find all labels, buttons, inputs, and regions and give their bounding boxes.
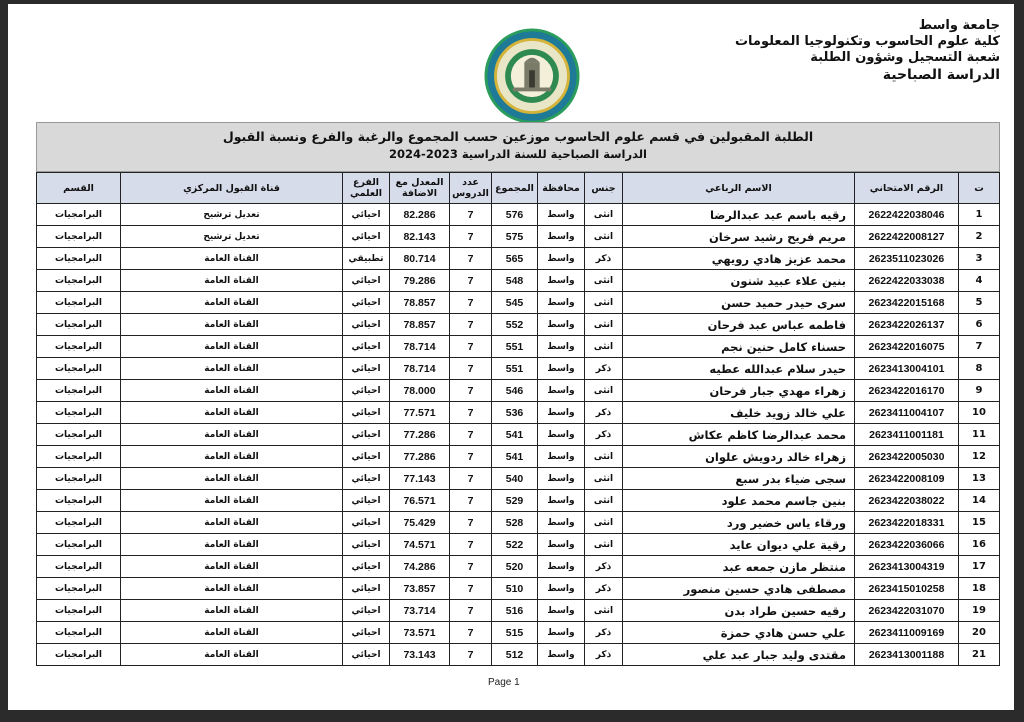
table-row xyxy=(37,534,1000,556)
exam-number-cell: 2623413004101 xyxy=(855,358,959,380)
average-cell: 78.714 xyxy=(390,336,450,358)
exam-number-cell: 2623422036066 xyxy=(855,534,959,556)
exam-number-cell: 2623422031070 xyxy=(855,600,959,622)
province-cell: واسط xyxy=(538,358,585,380)
lesson-count-cell: 7 xyxy=(450,336,492,358)
university-name: جامعة واسط xyxy=(918,18,1000,33)
province-cell: واسط xyxy=(538,204,585,226)
department-cell: البرامجيات xyxy=(37,424,121,446)
admission-channel-cell: القناة العامة xyxy=(121,380,343,402)
total-score-cell: 522 xyxy=(492,534,538,556)
student-name-cell: منتظر مازن جمعه عبد xyxy=(623,556,855,578)
department-cell: البرامجيات xyxy=(37,380,121,402)
table-row xyxy=(37,512,1000,534)
gender-cell: ذكر xyxy=(585,644,623,666)
department-cell: البرامجيات xyxy=(37,248,121,270)
total-score-cell: 512 xyxy=(492,644,538,666)
list-title xyxy=(36,122,1000,172)
total-score-cell: 510 xyxy=(492,578,538,600)
branch-cell: احيائي xyxy=(343,292,390,314)
unit-name: شعبة التسجيل وشؤون الطلبة xyxy=(810,50,1000,65)
gender-cell: انثى xyxy=(585,600,623,622)
lesson-count-cell: 7 xyxy=(450,314,492,336)
average-cell: 77.143 xyxy=(390,468,450,490)
row-number-cell: 1 xyxy=(959,204,1000,226)
lesson-count-cell: 7 xyxy=(450,292,492,314)
department-cell: البرامجيات xyxy=(37,358,121,380)
table-row xyxy=(37,336,1000,358)
province-cell: واسط xyxy=(538,424,585,446)
student-name-cell: رقيه حسين طراد بدن xyxy=(623,600,855,622)
admission-channel-cell: القناة العامة xyxy=(121,424,343,446)
branch-cell: تطبيقي xyxy=(343,248,390,270)
header-average: المعدل مع الاضافة xyxy=(390,173,450,204)
document-page xyxy=(8,4,1014,710)
average-cell: 74.571 xyxy=(390,534,450,556)
department-cell: البرامجيات xyxy=(37,336,121,358)
department-cell: البرامجيات xyxy=(37,226,121,248)
student-name-cell: محمد عبدالرضا كاظم عكاش xyxy=(623,424,855,446)
table-row xyxy=(37,622,1000,644)
province-cell: واسط xyxy=(538,556,585,578)
table-row xyxy=(37,292,1000,314)
lesson-count-cell: 7 xyxy=(450,644,492,666)
average-cell: 80.714 xyxy=(390,248,450,270)
row-number-cell: 2 xyxy=(959,226,1000,248)
average-cell: 73.571 xyxy=(390,622,450,644)
exam-number-cell: 2623413004319 xyxy=(855,556,959,578)
exam-number-cell: 2623422016170 xyxy=(855,380,959,402)
gender-cell: انثى xyxy=(585,314,623,336)
total-score-cell: 541 xyxy=(492,424,538,446)
header-province: محافظة xyxy=(538,173,585,204)
row-number-cell: 12 xyxy=(959,446,1000,468)
total-score-cell: 515 xyxy=(492,622,538,644)
student-name-cell: فاطمه عباس عبد فرحان xyxy=(623,314,855,336)
branch-cell: احيائي xyxy=(343,534,390,556)
table-row xyxy=(37,358,1000,380)
student-name-cell: بنين علاء عبيد شنون xyxy=(623,270,855,292)
table-row xyxy=(37,248,1000,270)
province-cell: واسط xyxy=(538,512,585,534)
gender-cell: انثى xyxy=(585,292,623,314)
total-score-cell: 528 xyxy=(492,512,538,534)
header-lessons: عدد الدروس xyxy=(450,173,492,204)
average-cell: 73.714 xyxy=(390,600,450,622)
university-logo xyxy=(484,28,580,124)
province-cell: واسط xyxy=(538,622,585,644)
row-number-cell: 14 xyxy=(959,490,1000,512)
department-cell: البرامجيات xyxy=(37,468,121,490)
table-row xyxy=(37,600,1000,622)
province-cell: واسط xyxy=(538,336,585,358)
row-number-cell: 19 xyxy=(959,600,1000,622)
total-score-cell: 548 xyxy=(492,270,538,292)
province-cell: واسط xyxy=(538,644,585,666)
branch-cell: احيائي xyxy=(343,512,390,534)
province-cell: واسط xyxy=(538,402,585,424)
branch-cell: احيائي xyxy=(343,490,390,512)
total-score-cell: 545 xyxy=(492,292,538,314)
exam-number-cell: 2623422026137 xyxy=(855,314,959,336)
lesson-count-cell: 7 xyxy=(450,424,492,446)
institution-header xyxy=(735,18,1000,83)
province-cell: واسط xyxy=(538,380,585,402)
lesson-count-cell: 7 xyxy=(450,556,492,578)
average-cell: 73.143 xyxy=(390,644,450,666)
table-row xyxy=(37,314,1000,336)
row-number-cell: 10 xyxy=(959,402,1000,424)
lesson-count-cell: 7 xyxy=(450,622,492,644)
table-row xyxy=(37,556,1000,578)
exam-number-cell: 2623411004107 xyxy=(855,402,959,424)
admission-channel-cell: القناة العامة xyxy=(121,622,343,644)
total-score-cell: 552 xyxy=(492,314,538,336)
admission-channel-cell: تعديل ترشيح xyxy=(121,226,343,248)
department-cell: البرامجيات xyxy=(37,534,121,556)
row-number-cell: 21 xyxy=(959,644,1000,666)
student-name-cell: مقتدى وليد جبار عبد علي xyxy=(623,644,855,666)
row-number-cell: 16 xyxy=(959,534,1000,556)
average-cell: 75.429 xyxy=(390,512,450,534)
gender-cell: ذكر xyxy=(585,578,623,600)
gender-cell: ذكر xyxy=(585,556,623,578)
student-name-cell: حيدر سلام عبدالله عطيه xyxy=(623,358,855,380)
branch-cell: احيائي xyxy=(343,622,390,644)
row-number-cell: 4 xyxy=(959,270,1000,292)
department-cell: البرامجيات xyxy=(37,578,121,600)
department-cell: البرامجيات xyxy=(37,314,121,336)
student-name-cell: زهراء خالد ردويش علوان xyxy=(623,446,855,468)
department-cell: البرامجيات xyxy=(37,600,121,622)
department-cell: البرامجيات xyxy=(37,490,121,512)
exam-number-cell: 2622422033038 xyxy=(855,270,959,292)
header-branch: الفرع العلمي xyxy=(343,173,390,204)
gender-cell: انثى xyxy=(585,270,623,292)
student-name-cell: مريم فريح رشيد سرخان xyxy=(623,226,855,248)
row-number-cell: 9 xyxy=(959,380,1000,402)
lesson-count-cell: 7 xyxy=(450,380,492,402)
table-row xyxy=(37,380,1000,402)
average-cell: 77.571 xyxy=(390,402,450,424)
department-cell: البرامجيات xyxy=(37,556,121,578)
student-name-cell: حسناء كامل حنين نجم xyxy=(623,336,855,358)
admission-channel-cell: القناة العامة xyxy=(121,314,343,336)
student-name-cell: ورقاء ياس خضير ورد xyxy=(623,512,855,534)
total-score-cell: 551 xyxy=(492,358,538,380)
department-cell: البرامجيات xyxy=(37,204,121,226)
total-score-cell: 546 xyxy=(492,380,538,402)
gender-cell: ذكر xyxy=(585,248,623,270)
average-cell: 77.286 xyxy=(390,446,450,468)
average-cell: 82.286 xyxy=(390,204,450,226)
province-cell: واسط xyxy=(538,292,585,314)
lesson-count-cell: 7 xyxy=(450,358,492,380)
lesson-count-cell: 7 xyxy=(450,534,492,556)
table-row xyxy=(37,468,1000,490)
total-score-cell: 541 xyxy=(492,446,538,468)
student-name-cell: رقية علي ديوان عايد xyxy=(623,534,855,556)
department-cell: البرامجيات xyxy=(37,512,121,534)
branch-cell: احيائي xyxy=(343,314,390,336)
average-cell: 76.571 xyxy=(390,490,450,512)
average-cell: 79.286 xyxy=(390,270,450,292)
row-number-cell: 8 xyxy=(959,358,1000,380)
student-name-cell: علي حسن هادي حمزة xyxy=(623,622,855,644)
admission-channel-cell: القناة العامة xyxy=(121,600,343,622)
total-score-cell: 551 xyxy=(492,336,538,358)
lesson-count-cell: 7 xyxy=(450,512,492,534)
study-type: الدراسة الصباحية xyxy=(882,67,1000,83)
row-number-cell: 17 xyxy=(959,556,1000,578)
table-row xyxy=(37,644,1000,666)
lesson-count-cell: 7 xyxy=(450,468,492,490)
exam-number-cell: 2623422016075 xyxy=(855,336,959,358)
branch-cell: احيائي xyxy=(343,468,390,490)
student-name-cell: رقيه باسم عبد عبدالرضا xyxy=(623,204,855,226)
gender-cell: انثى xyxy=(585,446,623,468)
row-number-cell: 3 xyxy=(959,248,1000,270)
gender-cell: ذكر xyxy=(585,424,623,446)
admission-channel-cell: القناة العامة xyxy=(121,556,343,578)
exam-number-cell: 2623422015168 xyxy=(855,292,959,314)
header-total: المجموع xyxy=(492,173,538,204)
department-cell: البرامجيات xyxy=(37,292,121,314)
row-number-cell: 11 xyxy=(959,424,1000,446)
province-cell: واسط xyxy=(538,314,585,336)
header-name: الاسم الرباعي xyxy=(623,173,855,204)
college-name: كلية علوم الحاسوب وتكنولوجيا المعلومات xyxy=(734,34,1000,49)
province-cell: واسط xyxy=(538,490,585,512)
header-gender: جنس xyxy=(585,173,623,204)
exam-number-cell: 2623413001188 xyxy=(855,644,959,666)
gender-cell: ذكر xyxy=(585,622,623,644)
student-name-cell: علي خالد زويد خليف xyxy=(623,402,855,424)
admission-channel-cell: القناة العامة xyxy=(121,358,343,380)
province-cell: واسط xyxy=(538,226,585,248)
title-line-2: الدراسة الصباحية للسنة الدراسية 2023-2024 xyxy=(389,147,647,161)
admission-channel-cell: القناة العامة xyxy=(121,446,343,468)
gender-cell: انثى xyxy=(585,380,623,402)
total-score-cell: 565 xyxy=(492,248,538,270)
department-cell: البرامجيات xyxy=(37,644,121,666)
gender-cell: انثى xyxy=(585,468,623,490)
average-cell: 82.143 xyxy=(390,226,450,248)
branch-cell: احيائي xyxy=(343,358,390,380)
branch-cell: احيائي xyxy=(343,600,390,622)
header-exam-no: الرقم الامتحاني xyxy=(855,173,959,204)
average-cell: 78.857 xyxy=(390,292,450,314)
row-number-cell: 15 xyxy=(959,512,1000,534)
branch-cell: احيائي xyxy=(343,336,390,358)
average-cell: 77.286 xyxy=(390,424,450,446)
table-row xyxy=(37,424,1000,446)
admission-channel-cell: القناة العامة xyxy=(121,468,343,490)
gender-cell: انثى xyxy=(585,226,623,248)
student-name-cell: مصطفى هادي حسين منصور xyxy=(623,578,855,600)
row-number-cell: 13 xyxy=(959,468,1000,490)
branch-cell: احيائي xyxy=(343,424,390,446)
row-number-cell: 20 xyxy=(959,622,1000,644)
lesson-count-cell: 7 xyxy=(450,490,492,512)
branch-cell: احيائي xyxy=(343,644,390,666)
header-channel: قناة القبول المركزي xyxy=(121,173,343,204)
row-number-cell: 7 xyxy=(959,336,1000,358)
exam-number-cell: 2623422038022 xyxy=(855,490,959,512)
branch-cell: احيائي xyxy=(343,402,390,424)
exam-number-cell: 2623422018331 xyxy=(855,512,959,534)
gender-cell: انثى xyxy=(585,336,623,358)
lesson-count-cell: 7 xyxy=(450,226,492,248)
branch-cell: احيائي xyxy=(343,446,390,468)
admission-channel-cell: القناة العامة xyxy=(121,292,343,314)
exam-number-cell: 2622422038046 xyxy=(855,204,959,226)
exam-number-cell: 2623422005030 xyxy=(855,446,959,468)
branch-cell: احيائي xyxy=(343,380,390,402)
exam-number-cell: 2623415010258 xyxy=(855,578,959,600)
table-row xyxy=(37,226,1000,248)
branch-cell: احيائي xyxy=(343,204,390,226)
province-cell: واسط xyxy=(538,248,585,270)
department-cell: البرامجيات xyxy=(37,270,121,292)
total-score-cell: 540 xyxy=(492,468,538,490)
lesson-count-cell: 7 xyxy=(450,270,492,292)
province-cell: واسط xyxy=(538,270,585,292)
department-cell: البرامجيات xyxy=(37,446,121,468)
province-cell: واسط xyxy=(538,446,585,468)
gender-cell: ذكر xyxy=(585,402,623,424)
total-score-cell: 536 xyxy=(492,402,538,424)
table-header-row xyxy=(37,173,1000,204)
exam-number-cell: 2623511023026 xyxy=(855,248,959,270)
average-cell: 78.714 xyxy=(390,358,450,380)
average-cell: 73.857 xyxy=(390,578,450,600)
title-line-1: الطلبة المقبولين في قسم علوم الحاسوب موزعين حسب المجموع والرغبة والفرع ونسبة القبول xyxy=(222,129,814,144)
page-number: Page 1 xyxy=(488,677,520,688)
total-score-cell: 575 xyxy=(492,226,538,248)
student-name-cell: محمد عزيز هادي رويهي xyxy=(623,248,855,270)
table-row xyxy=(37,446,1000,468)
exam-number-cell: 2623411009169 xyxy=(855,622,959,644)
admission-channel-cell: القناة العامة xyxy=(121,270,343,292)
student-name-cell: بنين جاسم محمد علود xyxy=(623,490,855,512)
total-score-cell: 529 xyxy=(492,490,538,512)
exam-number-cell: 2623411001181 xyxy=(855,424,959,446)
admission-channel-cell: القناة العامة xyxy=(121,490,343,512)
lesson-count-cell: 7 xyxy=(450,600,492,622)
gender-cell: انثى xyxy=(585,490,623,512)
student-name-cell: سجى ضياء بدر سبع xyxy=(623,468,855,490)
row-number-cell: 6 xyxy=(959,314,1000,336)
gender-cell: انثى xyxy=(585,204,623,226)
admission-channel-cell: القناة العامة xyxy=(121,402,343,424)
admission-channel-cell: القناة العامة xyxy=(121,248,343,270)
gender-cell: انثى xyxy=(585,512,623,534)
row-number-cell: 5 xyxy=(959,292,1000,314)
total-score-cell: 520 xyxy=(492,556,538,578)
exam-number-cell: 2623422008109 xyxy=(855,468,959,490)
branch-cell: احيائي xyxy=(343,578,390,600)
admission-channel-cell: القناة العامة xyxy=(121,534,343,556)
exam-number-cell: 2622422008127 xyxy=(855,226,959,248)
lesson-count-cell: 7 xyxy=(450,248,492,270)
table-row xyxy=(37,490,1000,512)
average-cell: 74.286 xyxy=(390,556,450,578)
average-cell: 78.000 xyxy=(390,380,450,402)
gender-cell: انثى xyxy=(585,534,623,556)
average-cell: 78.857 xyxy=(390,314,450,336)
lesson-count-cell: 7 xyxy=(450,204,492,226)
admission-channel-cell: القناة العامة xyxy=(121,336,343,358)
admission-channel-cell: القناة العامة xyxy=(121,512,343,534)
lesson-count-cell: 7 xyxy=(450,446,492,468)
department-cell: البرامجيات xyxy=(37,622,121,644)
province-cell: واسط xyxy=(538,534,585,556)
header-dept: القسم xyxy=(37,173,121,204)
lesson-count-cell: 7 xyxy=(450,578,492,600)
header-no: ت xyxy=(959,173,1000,204)
students-table xyxy=(36,172,1000,666)
student-name-cell: سرى حيدر حميد حسن xyxy=(623,292,855,314)
gender-cell: ذكر xyxy=(585,358,623,380)
row-number-cell: 18 xyxy=(959,578,1000,600)
admission-channel-cell: القناة العامة xyxy=(121,644,343,666)
table-row xyxy=(37,578,1000,600)
admission-channel-cell: تعديل ترشيح xyxy=(121,204,343,226)
total-score-cell: 516 xyxy=(492,600,538,622)
branch-cell: احيائي xyxy=(343,270,390,292)
student-name-cell: زهراء مهدي جبار فرحان xyxy=(623,380,855,402)
province-cell: واسط xyxy=(538,600,585,622)
province-cell: واسط xyxy=(538,468,585,490)
total-score-cell: 576 xyxy=(492,204,538,226)
table-row xyxy=(37,204,1000,226)
branch-cell: احيائي xyxy=(343,226,390,248)
province-cell: واسط xyxy=(538,578,585,600)
lesson-count-cell: 7 xyxy=(450,402,492,424)
department-cell: البرامجيات xyxy=(37,402,121,424)
table-row xyxy=(37,402,1000,424)
admission-channel-cell: القناة العامة xyxy=(121,578,343,600)
branch-cell: احيائي xyxy=(343,556,390,578)
table-row xyxy=(37,270,1000,292)
